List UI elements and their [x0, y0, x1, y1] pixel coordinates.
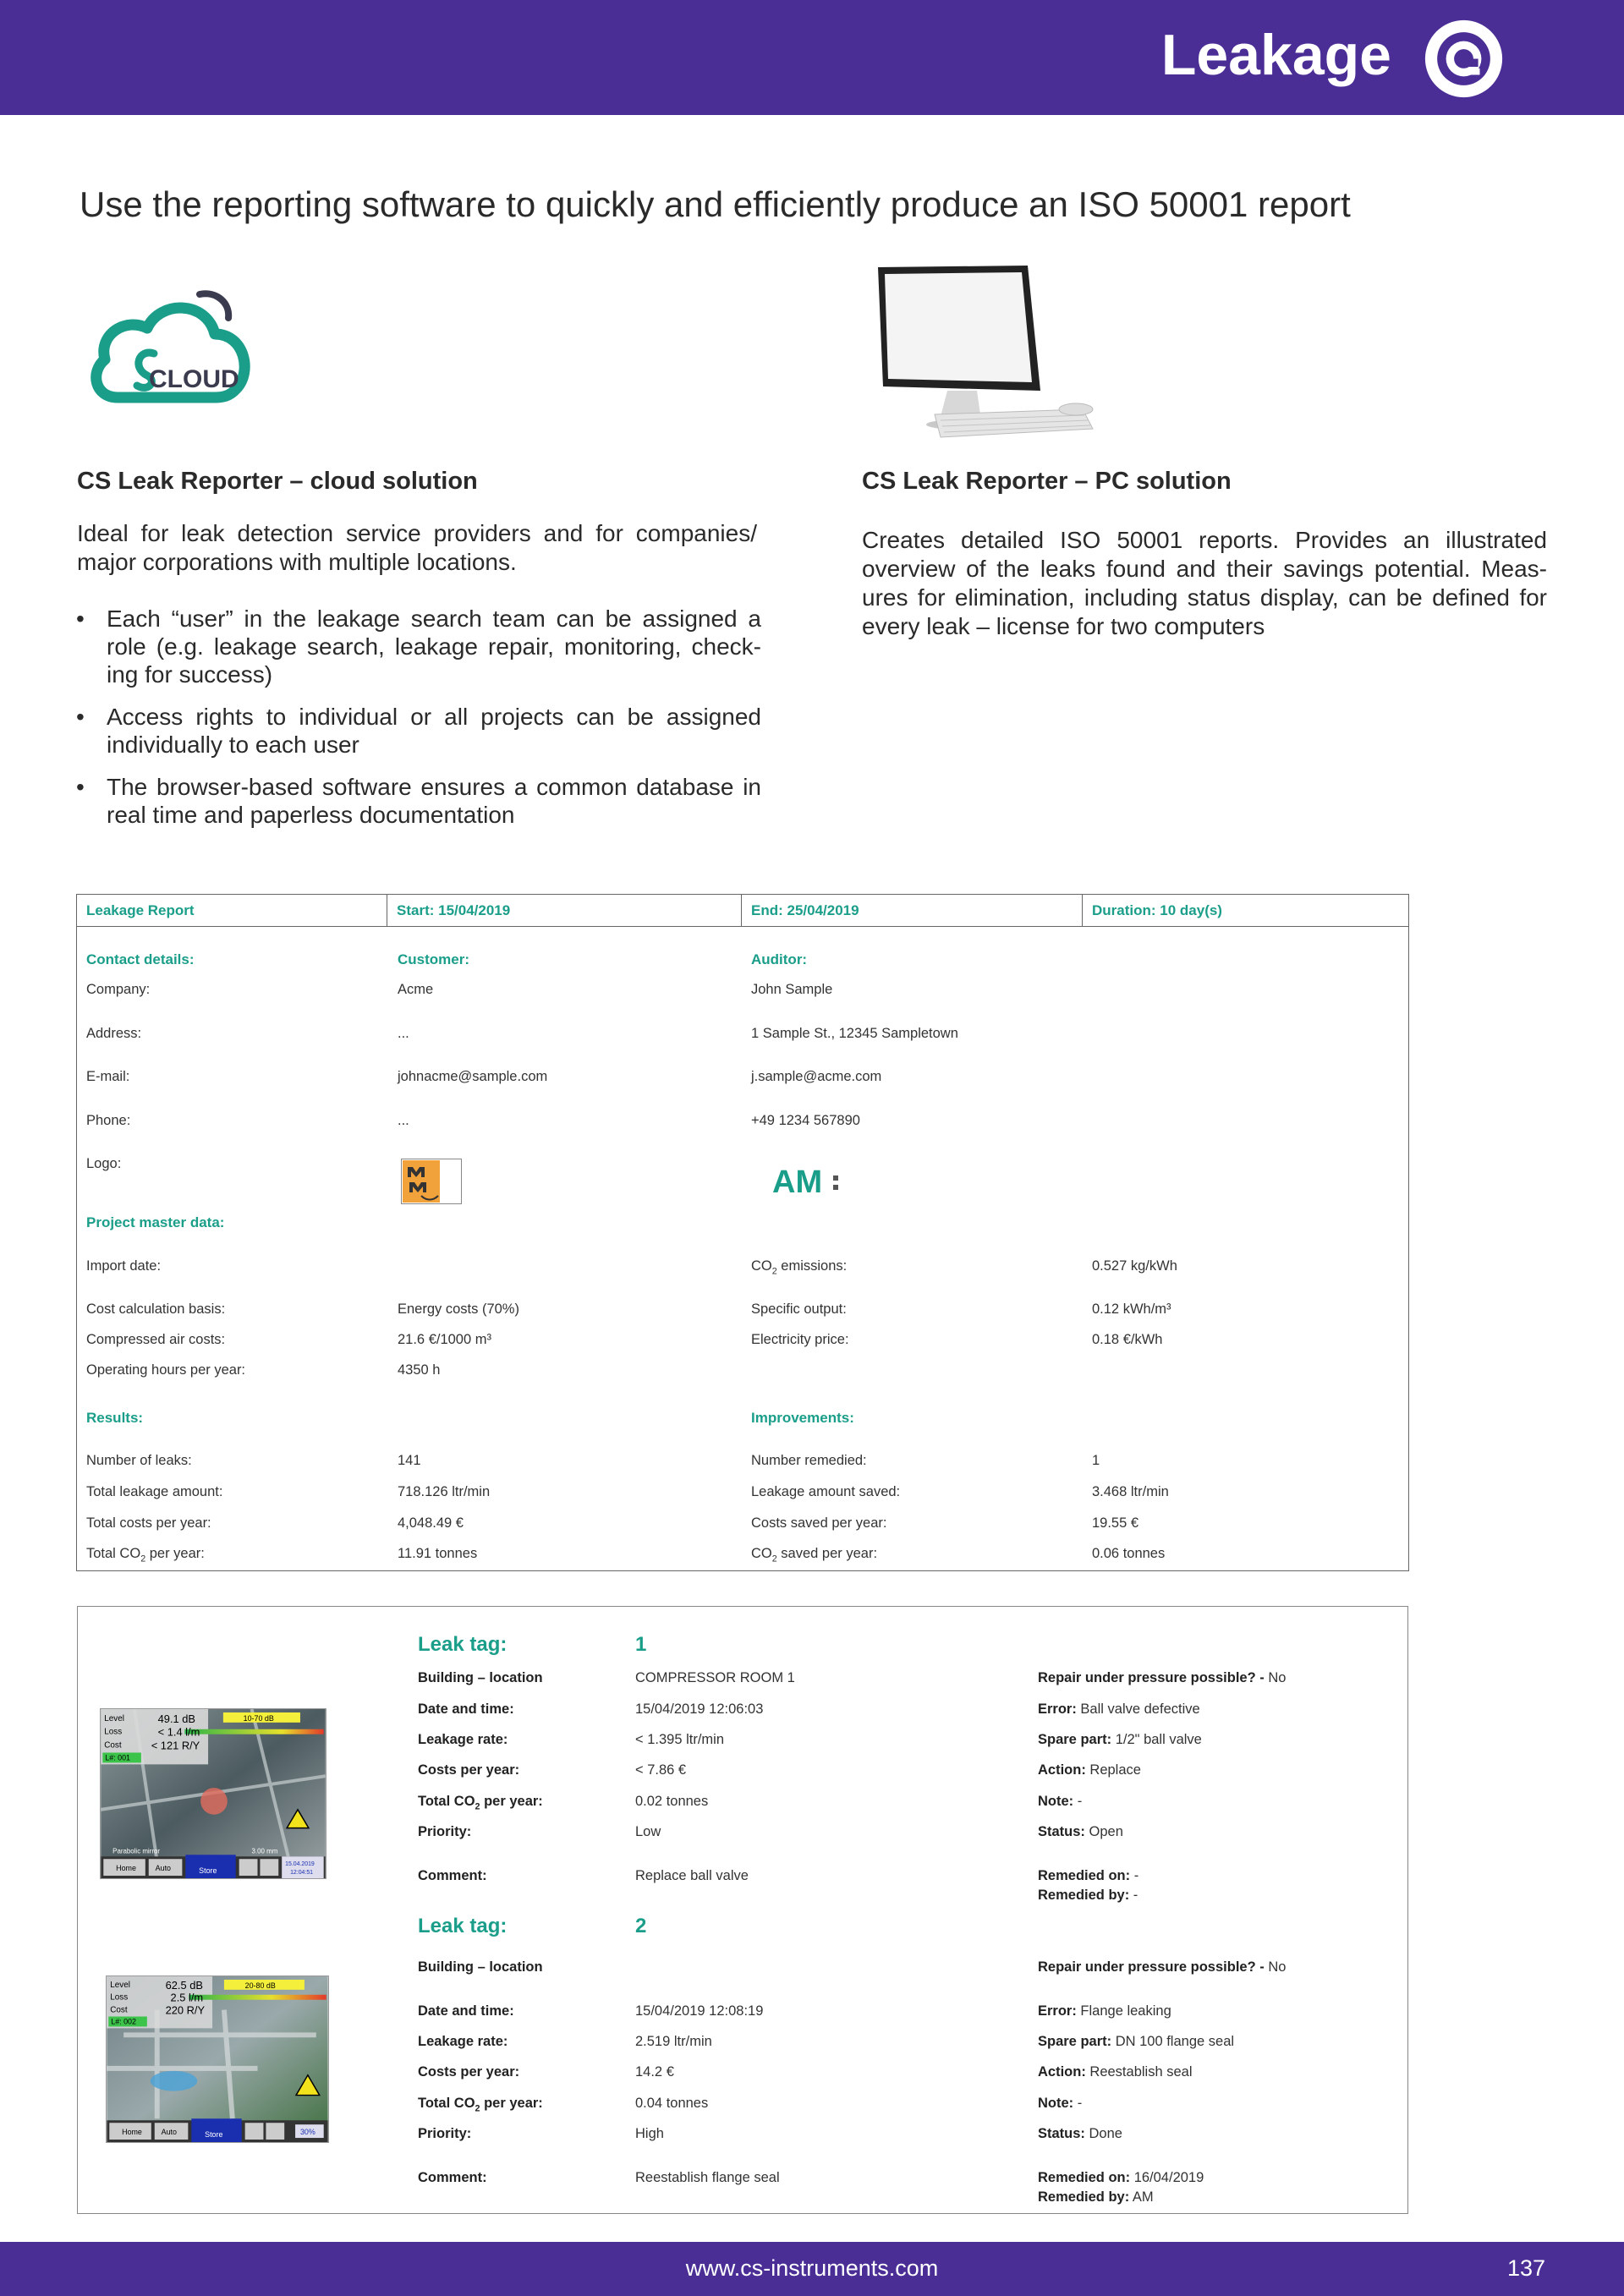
tag-detail: Repair under pressure possible? - No [1038, 1959, 1287, 1975]
auditor-logo-text: AM [772, 1164, 823, 1199]
svg-text:Parabolic mirror: Parabolic mirror [112, 1847, 160, 1855]
svg-text:62.5 dB: 62.5 dB [165, 1978, 203, 1992]
svg-text:Auto: Auto [161, 2128, 177, 2137]
svg-text:12:04:51: 12:04:51 [290, 1870, 314, 1877]
auditor-name: John Sample [751, 982, 833, 997]
auditor-email: j.sample@acme.com [751, 1069, 882, 1084]
svg-text:< 121 R/Y: < 121 R/Y [151, 1739, 200, 1752]
tag-detail: Remedied on: 16/04/2019 [1038, 2170, 1204, 2185]
svg-text:30%: 30% [300, 2128, 315, 2137]
results-section-title: Results: [86, 1410, 144, 1426]
tag-label: Priority: [418, 1824, 472, 1839]
row-label: E-mail: [86, 1069, 130, 1084]
row-label: Total leakage amount: [86, 1484, 223, 1499]
report-start: Start: 15/04/2019 [387, 895, 742, 926]
customer-address: ... [398, 1026, 409, 1041]
row-value: 141 [398, 1453, 421, 1468]
tag-detail: Note: - [1038, 2096, 1083, 2111]
row-value: 0.527 kg/kWh [1092, 1258, 1177, 1274]
tag-label: Building – location [418, 1670, 543, 1685]
row-value: 11.91 tonnes [398, 1546, 478, 1561]
customer-email: johnacme@sample.com [398, 1069, 548, 1084]
report-duration: Duration: 10 day(s) [1092, 902, 1222, 918]
tag-value: Low [635, 1824, 661, 1839]
leak-tag-number: 1 [635, 1633, 647, 1656]
tag-label: Comment: [418, 2170, 487, 2185]
tag-label: Date and time: [418, 2003, 514, 2019]
tag-value: < 1.395 ltr/min [635, 1732, 725, 1747]
svg-text:Home: Home [116, 1864, 136, 1873]
tag-label: Leakage rate: [418, 1732, 508, 1747]
leak-tag-title: Leak tag: [418, 1633, 508, 1656]
leak-tag-number: 2 [635, 1915, 647, 1937]
svg-text:15.04.2019: 15.04.2019 [285, 1861, 315, 1868]
row-label: Specific output: [751, 1301, 847, 1317]
row-label: Import date: [86, 1258, 162, 1274]
row-label: Total costs per year: [86, 1515, 211, 1531]
leak-2-camera-screen [106, 1975, 329, 2143]
cloud-feature-list [76, 605, 761, 843]
tag-value: High [635, 2126, 664, 2141]
leak-tags-box [77, 1606, 1408, 2214]
row-value: 0.06 tonnes [1092, 1546, 1166, 1561]
tag-value: Reestablish flange seal [635, 2170, 780, 2185]
co2-saved-label: $CO_2$ saved per year: [751, 1546, 878, 1564]
page-number: 137 [1506, 2255, 1545, 2281]
leak-tag-title: Leak tag: [418, 1915, 508, 1937]
svg-text:20-80 dB: 20-80 dB [244, 1981, 276, 1990]
svg-text:Store: Store [205, 2130, 223, 2140]
tag-value: 15/04/2019 12:06:03 [635, 1701, 764, 1717]
row-label: Logo: [86, 1156, 122, 1171]
row-value: 3.468 ltr/min [1092, 1484, 1169, 1499]
svg-text:220 R/Y: 220 R/Y [165, 2003, 206, 2017]
list-item: • Access rights to individual or all projects can be assigned individually to each user [76, 703, 761, 759]
svg-text:Loss: Loss [110, 1992, 129, 2003]
tag-detail: Spare part: 1/2" ball valve [1038, 1732, 1202, 1747]
computer-monitor-icon [871, 264, 1108, 443]
auditor-section-title: Auditor: [751, 951, 808, 967]
row-label: Address: [86, 1026, 142, 1041]
tag-detail: Action: Replace [1038, 1762, 1141, 1778]
cloud-logo-text: CLOUD [149, 365, 239, 393]
row-value: 19.55 € [1092, 1515, 1139, 1531]
tag-detail: Remedied on: - [1038, 1868, 1139, 1883]
tag-detail: Remedied by: - [1038, 1888, 1138, 1903]
auditor-phone: +49 1234 567890 [751, 1113, 860, 1128]
cloud-intro: Ideal for leak detection service providers and for companies/ major corporations with multiple locations. [77, 520, 757, 575]
tag-value: 0.02 tonnes [635, 1794, 709, 1809]
row-value: 4,048.49 € [398, 1515, 464, 1531]
svg-text:2.5 l/m: 2.5 l/m [170, 1991, 204, 2004]
tag-value: 15/04/2019 12:08:19 [635, 2003, 764, 2019]
contact-section-title: Contact details: [86, 951, 195, 967]
row-label: Phone: [86, 1113, 131, 1128]
svg-text:10-70 dB: 10-70 dB [243, 1713, 274, 1723]
website-link[interactable]: www.cs-instruments.com [685, 2255, 939, 2281]
tag-label: Costs per year: [418, 2064, 520, 2080]
row-label: Cost calculation basis: [86, 1301, 226, 1317]
tag-label: Priority: [418, 2126, 472, 2141]
leak-1-camera-screen [100, 1708, 326, 1879]
cloud-heading: CS Leak Reporter – cloud solution [77, 468, 478, 495]
cloud-logo-icon [88, 288, 257, 414]
tag-value: Replace ball valve [635, 1868, 749, 1883]
row-value: 1 [1092, 1453, 1100, 1468]
row-label: Electricity price: [751, 1332, 849, 1347]
svg-text:L#: 001: L#: 001 [105, 1753, 130, 1762]
tag-detail: Spare part: DN 100 flange seal [1038, 2034, 1235, 2049]
report-title: Leakage Report [77, 895, 387, 926]
pc-text: Creates detailed ISO 50001 reports. Provides an illustrated overview of the leaks found and their savings potential. Meas-ures for elimination, including status display, can be defined for every leak – license for two computers [862, 527, 1547, 639]
svg-text:Level: Level [104, 1713, 124, 1723]
row-label: Compressed air costs: [86, 1332, 226, 1347]
row-label: Company: [86, 982, 151, 997]
svg-text:Loss: Loss [104, 1727, 123, 1737]
customer-logo-icon [401, 1159, 462, 1204]
svg-text:Auto: Auto [155, 1864, 172, 1873]
customer-phone: ... [398, 1113, 409, 1128]
tag-value: < 7.86 € [635, 1762, 687, 1778]
tag-value: 14.2 € [635, 2064, 674, 2080]
svg-text:< 1.4 l/m: < 1.4 l/m [157, 1725, 200, 1739]
customer-company: Acme [398, 982, 434, 997]
row-value: 718.126 ltr/min [398, 1484, 491, 1499]
report-end: End: 25/04/2019 [742, 895, 1083, 926]
tag-detail: Note: - [1038, 1794, 1083, 1809]
tag-detail: Repair under pressure possible? - No [1038, 1670, 1287, 1685]
row-label: Operating hours per year: [86, 1362, 246, 1378]
row-value: 0.12 kWh/m³ [1092, 1301, 1171, 1317]
tag-label: Comment: [418, 1868, 487, 1883]
page-header [0, 0, 1624, 115]
tag-detail: Status: Done [1038, 2126, 1122, 2141]
tag-label: Building – location [418, 1959, 543, 1975]
leakage-report-table [76, 894, 1409, 1571]
svg-text:Cost: Cost [110, 2005, 128, 2015]
list-item: • The browser-based software ensures a common database in real time and paperless documentation [76, 773, 761, 829]
svg-text:Level: Level [110, 1980, 130, 1990]
list-item: • Each “user” in the leakage search team can be assigned a role (e.g. leakage search, leakage repair, monitoring, check-ing for success) [76, 605, 761, 688]
total-co2-label: Total $CO_2$ per year: [86, 1546, 205, 1564]
improvements-section-title: Improvements: [751, 1410, 854, 1426]
page-title: Leakage [1160, 23, 1391, 87]
row-value: 0.18 €/kWh [1092, 1332, 1163, 1347]
svg-text:Cost: Cost [104, 1740, 122, 1751]
page-footer [0, 2242, 1624, 2296]
row-value: 21.6 €/1000 m³ [398, 1332, 491, 1347]
tag-detail: Error: Ball valve defective [1038, 1701, 1200, 1717]
row-value: 4350 h [398, 1362, 441, 1378]
co2-emissions-label: $CO_2$ emissions: [751, 1258, 848, 1277]
pc-heading: CS Leak Reporter – PC solution [862, 468, 1232, 495]
tag-detail: Remedied by: AM [1038, 2189, 1154, 2205]
headline: Use the reporting software to quickly and efficiently produce an ISO 50001 report [80, 184, 1351, 224]
svg-text:49.1 dB: 49.1 dB [157, 1712, 195, 1725]
tag-detail: Error: Flange leaking [1038, 2003, 1171, 2019]
report-header-row [77, 895, 1408, 927]
svg-text:Home: Home [122, 2128, 142, 2137]
row-label: Number of leaks: [86, 1453, 192, 1468]
cs-swirl-logo-icon [1424, 19, 1504, 99]
auditor-address: 1 Sample St., 12345 Sampletown [751, 1026, 958, 1041]
tag-label: Total $CO_2$ per year: [418, 1794, 543, 1812]
row-label: Number remedied: [751, 1453, 867, 1468]
tag-value: 0.04 tonnes [635, 2096, 709, 2111]
svg-text:3.00 mm: 3.00 mm [251, 1847, 278, 1855]
row-label: Leakage amount saved: [751, 1484, 901, 1499]
row-label: Costs saved per year: [751, 1515, 887, 1531]
tag-detail: Action: Reestablish seal [1038, 2064, 1193, 2080]
tag-label: Date and time: [418, 1701, 514, 1717]
tag-label: Total $CO_2$ per year: [418, 2096, 543, 2114]
tag-detail: Status: Open [1038, 1824, 1123, 1839]
row-value: Energy costs (70%) [398, 1301, 519, 1317]
customer-section-title: Customer: [398, 951, 470, 967]
tag-value: 2.519 ltr/min [635, 2034, 712, 2049]
auditor-logo-icon [772, 1164, 848, 1199]
svg-text:Store: Store [199, 1866, 217, 1876]
tag-label: Costs per year: [418, 1762, 520, 1778]
tag-value: COMPRESSOR ROOM 1 [635, 1670, 795, 1685]
svg-text:L#: 002: L#: 002 [111, 2017, 136, 2026]
tag-label: Leakage rate: [418, 2034, 508, 2049]
project-section-title: Project master data: [86, 1214, 225, 1230]
